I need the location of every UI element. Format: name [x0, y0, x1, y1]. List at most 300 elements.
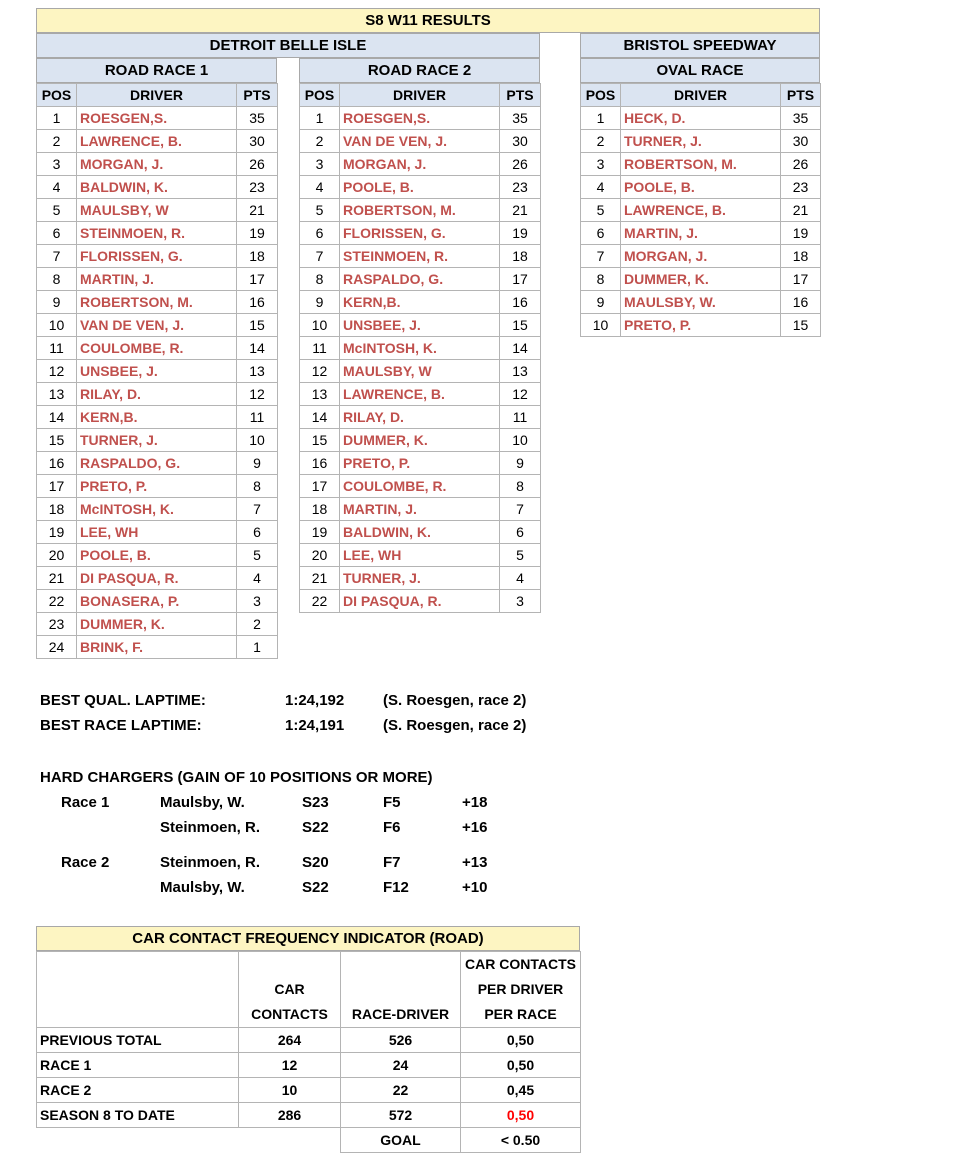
- result-pts: 4: [500, 567, 541, 590]
- result-driver: ROESGEN,S.: [340, 107, 500, 130]
- result-driver: LAWRENCE, B.: [77, 130, 237, 153]
- result-pos: 9: [300, 291, 340, 314]
- contact-row-label: RACE 1: [37, 1053, 239, 1078]
- result-pos: 13: [37, 383, 77, 406]
- result-pos: 7: [300, 245, 340, 268]
- result-pos: 12: [300, 360, 340, 383]
- col-header-pos: POS: [581, 84, 621, 107]
- result-row: [37, 337, 278, 360]
- result-row: [300, 360, 541, 383]
- results-table-road2: [299, 83, 541, 613]
- contact-row-race-driver: 526: [341, 1028, 461, 1053]
- result-driver: POOLE, B.: [340, 176, 500, 199]
- contact-row-per-race: 0,50: [461, 1053, 581, 1078]
- result-driver: VAN DE VEN, J.: [340, 130, 500, 153]
- hc-race: Race 2: [61, 854, 110, 871]
- result-row: [581, 199, 821, 222]
- result-driver: HECK, D.: [621, 107, 781, 130]
- result-pts: 19: [781, 222, 821, 245]
- hc-gain: +16: [462, 819, 488, 836]
- result-pos: 5: [37, 199, 77, 222]
- result-pos: 2: [37, 130, 77, 153]
- result-row: [37, 222, 278, 245]
- result-driver: MARTIN, J.: [77, 268, 237, 291]
- result-pts: 21: [781, 199, 821, 222]
- result-pos: 18: [300, 498, 340, 521]
- result-row: [37, 567, 278, 590]
- result-driver: FLORISSEN, G.: [340, 222, 500, 245]
- result-pts: 26: [781, 153, 821, 176]
- result-pos: 6: [37, 222, 77, 245]
- result-pts: 8: [500, 475, 541, 498]
- contact-row-contacts: 286: [239, 1103, 341, 1128]
- contact-row-race-driver: 572: [341, 1103, 461, 1128]
- contact-header-car-line1: CAR: [274, 981, 305, 997]
- contact-row-race-driver: 22: [341, 1078, 461, 1103]
- contact-header-car: [239, 952, 341, 1028]
- result-driver: ROBERTSON, M.: [77, 291, 237, 314]
- result-row: [581, 268, 821, 291]
- result-pts: 21: [500, 199, 541, 222]
- result-pts: 17: [237, 268, 278, 291]
- result-row: [37, 406, 278, 429]
- result-driver: RASPALDO, G.: [77, 452, 237, 475]
- result-row: [37, 383, 278, 406]
- result-pts: 1: [237, 636, 278, 659]
- col-header-driver: DRIVER: [77, 84, 237, 107]
- result-pts: 16: [237, 291, 278, 314]
- result-pos: 4: [300, 176, 340, 199]
- result-pts: 6: [500, 521, 541, 544]
- race-header-road2: ROAD RACE 2: [299, 58, 540, 83]
- result-row: [300, 567, 541, 590]
- result-pos: 2: [300, 130, 340, 153]
- result-pts: 9: [237, 452, 278, 475]
- result-pos: 9: [37, 291, 77, 314]
- hc-finish: F6: [383, 819, 401, 836]
- contact-header-per-race: [461, 952, 581, 1028]
- result-row: [37, 245, 278, 268]
- result-pts: 16: [781, 291, 821, 314]
- result-driver: BRINK, F.: [77, 636, 237, 659]
- hc-start: S23: [302, 794, 329, 811]
- result-row: [581, 153, 821, 176]
- result-driver: LAWRENCE, B.: [621, 199, 781, 222]
- contact-row-contacts: 12: [239, 1053, 341, 1078]
- result-pts: 11: [237, 406, 278, 429]
- contact-header-race-driver: RACE-DRIVER: [341, 952, 461, 1028]
- race-header-road1: ROAD RACE 1: [36, 58, 277, 83]
- result-driver: FLORISSEN, G.: [77, 245, 237, 268]
- result-pts: 26: [237, 153, 278, 176]
- result-driver: UNSBEE, J.: [77, 360, 237, 383]
- hc-race: Race 1: [61, 794, 110, 811]
- result-pos: 23: [37, 613, 77, 636]
- result-pos: 15: [300, 429, 340, 452]
- result-pts: 18: [781, 245, 821, 268]
- result-pos: 13: [300, 383, 340, 406]
- result-pts: 26: [500, 153, 541, 176]
- result-pos: 3: [300, 153, 340, 176]
- result-row: [37, 521, 278, 544]
- result-pos: 4: [581, 176, 621, 199]
- result-pts: 35: [237, 107, 278, 130]
- result-driver: MARTIN, J.: [340, 498, 500, 521]
- hc-gain: +10: [462, 879, 488, 896]
- result-pts: 14: [237, 337, 278, 360]
- result-pts: 9: [500, 452, 541, 475]
- result-driver: ROBERTSON, M.: [621, 153, 781, 176]
- result-driver: DUMMER, K.: [340, 429, 500, 452]
- contact-row-goal: [37, 1128, 581, 1153]
- track-header-detroit: DETROIT BELLE ISLE: [36, 33, 540, 58]
- result-row: [581, 291, 821, 314]
- hc-finish: F12: [383, 879, 409, 896]
- result-pts: 16: [500, 291, 541, 314]
- contact-table: [36, 951, 581, 1153]
- result-pts: 21: [237, 199, 278, 222]
- result-driver: TURNER, J.: [340, 567, 500, 590]
- result-pos: 16: [300, 452, 340, 475]
- result-row: [300, 590, 541, 613]
- result-pos: 10: [581, 314, 621, 337]
- col-header-pts: PTS: [237, 84, 278, 107]
- result-pos: 6: [300, 222, 340, 245]
- contact-row-label: RACE 2: [37, 1078, 239, 1103]
- result-pts: 12: [237, 383, 278, 406]
- hc-start: S20: [302, 854, 329, 871]
- contact-header-per-line2: PER DRIVER: [477, 981, 564, 997]
- result-driver: TURNER, J.: [621, 130, 781, 153]
- result-row: [37, 544, 278, 567]
- contact-row-race2: [37, 1078, 581, 1103]
- result-row: [37, 107, 278, 130]
- result-pos: 2: [581, 130, 621, 153]
- result-pts: 13: [237, 360, 278, 383]
- result-pos: 19: [37, 521, 77, 544]
- result-pts: 7: [500, 498, 541, 521]
- result-row: [300, 153, 541, 176]
- result-pos: 11: [37, 337, 77, 360]
- contact-header-empty: [37, 952, 239, 1028]
- result-pos: 20: [37, 544, 77, 567]
- hard-chargers-heading: HARD CHARGERS (GAIN OF 10 POSITIONS OR MORE): [40, 769, 433, 786]
- result-pos: 5: [581, 199, 621, 222]
- result-row: [37, 268, 278, 291]
- col-header-driver: DRIVER: [621, 84, 781, 107]
- result-row: [300, 406, 541, 429]
- result-pos: 8: [581, 268, 621, 291]
- result-pos: 17: [37, 475, 77, 498]
- result-pts: 23: [781, 176, 821, 199]
- col-header-pts: PTS: [500, 84, 541, 107]
- result-pos: 6: [581, 222, 621, 245]
- result-pts: 30: [500, 130, 541, 153]
- result-pos: 1: [581, 107, 621, 130]
- contact-row-contacts: 10: [239, 1078, 341, 1103]
- result-pos: 5: [300, 199, 340, 222]
- result-pts: 12: [500, 383, 541, 406]
- result-pts: 3: [500, 590, 541, 613]
- best-race-time: 1:24,191: [285, 717, 345, 734]
- result-driver: BONASERA, P.: [77, 590, 237, 613]
- goal-spacer: [37, 1128, 239, 1153]
- result-row: [300, 130, 541, 153]
- best-qual-note: (S. Roesgen, race 2): [383, 692, 527, 709]
- result-pos: 4: [37, 176, 77, 199]
- contact-row-race-driver: 24: [341, 1053, 461, 1078]
- result-pts: 10: [500, 429, 541, 452]
- result-pts: 17: [500, 268, 541, 291]
- result-pts: 2: [237, 613, 278, 636]
- result-pos: 14: [37, 406, 77, 429]
- hc-driver: Maulsby, W.: [160, 879, 245, 896]
- contact-row-per-race: 0,45: [461, 1078, 581, 1103]
- result-pts: 13: [500, 360, 541, 383]
- contact-row-label: PREVIOUS TOTAL: [37, 1028, 239, 1053]
- result-pos: 22: [300, 590, 340, 613]
- result-row: [37, 199, 278, 222]
- result-pos: 1: [300, 107, 340, 130]
- result-row: [37, 636, 278, 659]
- hc-finish: F5: [383, 794, 401, 811]
- result-row: [37, 360, 278, 383]
- result-pts: 5: [237, 544, 278, 567]
- results-table-oval: [580, 83, 821, 337]
- result-pos: 16: [37, 452, 77, 475]
- result-driver: COULOMBE, R.: [340, 475, 500, 498]
- result-driver: DI PASQUA, R.: [340, 590, 500, 613]
- result-pos: 3: [581, 153, 621, 176]
- hc-driver: Maulsby, W.: [160, 794, 245, 811]
- result-driver: PRETO, P.: [621, 314, 781, 337]
- col-header-driver: DRIVER: [340, 84, 500, 107]
- result-driver: RASPALDO, G.: [340, 268, 500, 291]
- result-driver: POOLE, B.: [77, 544, 237, 567]
- result-driver: McINTOSH, K.: [340, 337, 500, 360]
- result-driver: STEINMOEN, R.: [340, 245, 500, 268]
- result-driver: RILAY, D.: [77, 383, 237, 406]
- result-pts: 35: [500, 107, 541, 130]
- result-pos: 10: [37, 314, 77, 337]
- result-row: [300, 337, 541, 360]
- result-row: [300, 314, 541, 337]
- best-qual-time: 1:24,192: [285, 692, 345, 709]
- result-pts: 7: [237, 498, 278, 521]
- result-pos: 21: [300, 567, 340, 590]
- result-row: [37, 475, 278, 498]
- result-pos: 24: [37, 636, 77, 659]
- result-pts: 35: [781, 107, 821, 130]
- result-pts: 18: [500, 245, 541, 268]
- result-row: [581, 314, 821, 337]
- result-pts: 3: [237, 590, 278, 613]
- result-driver: DUMMER, K.: [77, 613, 237, 636]
- result-row: [581, 222, 821, 245]
- result-row: [300, 268, 541, 291]
- goal-spacer: [239, 1128, 341, 1153]
- result-pos: 7: [581, 245, 621, 268]
- result-pos: 22: [37, 590, 77, 613]
- result-pts: 23: [500, 176, 541, 199]
- result-pos: 20: [300, 544, 340, 567]
- result-driver: ROESGEN,S.: [77, 107, 237, 130]
- result-row: [300, 383, 541, 406]
- result-row: [300, 429, 541, 452]
- result-driver: MAULSBY, W: [77, 199, 237, 222]
- contact-row-per-race: 0,50: [461, 1028, 581, 1053]
- result-row: [300, 107, 541, 130]
- result-row: [581, 130, 821, 153]
- result-pos: 3: [37, 153, 77, 176]
- result-driver: RILAY, D.: [340, 406, 500, 429]
- result-driver: MORGAN, J.: [77, 153, 237, 176]
- goal-value: < 0.50: [461, 1128, 581, 1153]
- result-driver: POOLE, B.: [621, 176, 781, 199]
- contact-row-previous: [37, 1028, 581, 1053]
- result-pos: 14: [300, 406, 340, 429]
- result-pos: 10: [300, 314, 340, 337]
- result-driver: COULOMBE, R.: [77, 337, 237, 360]
- result-driver: McINTOSH, K.: [77, 498, 237, 521]
- contact-header-per-line1: CAR CONTACTS: [465, 956, 576, 972]
- result-driver: ROBERTSON, M.: [340, 199, 500, 222]
- result-pts: 18: [237, 245, 278, 268]
- result-row: [37, 429, 278, 452]
- result-pos: 11: [300, 337, 340, 360]
- contact-row-label: SEASON 8 TO DATE: [37, 1103, 239, 1128]
- result-row: [300, 452, 541, 475]
- contact-table-title: CAR CONTACT FREQUENCY INDICATOR (ROAD): [36, 926, 580, 951]
- result-pts: 19: [500, 222, 541, 245]
- result-row: [300, 475, 541, 498]
- result-pts: 11: [500, 406, 541, 429]
- result-pts: 15: [237, 314, 278, 337]
- results-table-road1: [36, 83, 278, 659]
- result-pos: 1: [37, 107, 77, 130]
- contact-header-car-line2: CONTACTS: [251, 1006, 328, 1022]
- result-pts: 10: [237, 429, 278, 452]
- col-header-pos: POS: [300, 84, 340, 107]
- result-driver: VAN DE VEN, J.: [77, 314, 237, 337]
- result-row: [37, 153, 278, 176]
- result-row: [37, 130, 278, 153]
- track-header-bristol: BRISTOL SPEEDWAY: [580, 33, 820, 58]
- result-driver: BALDWIN, K.: [77, 176, 237, 199]
- result-driver: BALDWIN, K.: [340, 521, 500, 544]
- result-driver: PRETO, P.: [77, 475, 237, 498]
- result-row: [37, 613, 278, 636]
- result-driver: KERN,B.: [77, 406, 237, 429]
- result-row: [37, 452, 278, 475]
- col-header-pts: PTS: [781, 84, 821, 107]
- result-pts: 19: [237, 222, 278, 245]
- result-pts: 30: [237, 130, 278, 153]
- result-row: [37, 498, 278, 521]
- result-row: [37, 314, 278, 337]
- hc-start: S22: [302, 879, 329, 896]
- result-row: [300, 498, 541, 521]
- contact-header-per-line3: PER RACE: [484, 1006, 557, 1022]
- result-row: [581, 176, 821, 199]
- result-pts: 17: [781, 268, 821, 291]
- result-pts: 14: [500, 337, 541, 360]
- result-pts: 5: [500, 544, 541, 567]
- result-pos: 9: [581, 291, 621, 314]
- contact-row-season: [37, 1103, 581, 1128]
- result-pos: 21: [37, 567, 77, 590]
- results-title: S8 W11 RESULTS: [36, 8, 820, 33]
- result-pos: 7: [37, 245, 77, 268]
- best-qual-label: BEST QUAL. LAPTIME:: [40, 692, 206, 709]
- result-driver: MAULSBY, W.: [621, 291, 781, 314]
- best-race-label: BEST RACE LAPTIME:: [40, 717, 202, 734]
- result-row: [581, 107, 821, 130]
- result-pos: 8: [37, 268, 77, 291]
- hc-driver: Steinmoen, R.: [160, 819, 261, 836]
- best-race-note: (S. Roesgen, race 2): [383, 717, 527, 734]
- contact-row-race1: [37, 1053, 581, 1078]
- hc-driver: Steinmoen, R.: [160, 854, 261, 871]
- result-driver: MAULSBY, W: [340, 360, 500, 383]
- result-pos: 18: [37, 498, 77, 521]
- result-pts: 23: [237, 176, 278, 199]
- result-row: [300, 199, 541, 222]
- result-driver: LEE, WH: [77, 521, 237, 544]
- goal-label: GOAL: [341, 1128, 461, 1153]
- result-driver: DI PASQUA, R.: [77, 567, 237, 590]
- result-driver: KERN,B.: [340, 291, 500, 314]
- result-row: [300, 291, 541, 314]
- result-row: [37, 176, 278, 199]
- result-driver: PRETO, P.: [340, 452, 500, 475]
- result-pts: 30: [781, 130, 821, 153]
- result-driver: TURNER, J.: [77, 429, 237, 452]
- result-driver: MORGAN, J.: [340, 153, 500, 176]
- result-pts: 8: [237, 475, 278, 498]
- result-driver: UNSBEE, J.: [340, 314, 500, 337]
- race-header-oval: OVAL RACE: [580, 58, 820, 83]
- result-row: [300, 521, 541, 544]
- contact-row-contacts: 264: [239, 1028, 341, 1053]
- result-pos: 12: [37, 360, 77, 383]
- result-pos: 8: [300, 268, 340, 291]
- hc-gain: +13: [462, 854, 488, 871]
- contact-row-per-race-highlight: 0,50: [461, 1103, 581, 1128]
- col-header-pos: POS: [37, 84, 77, 107]
- result-driver: MORGAN, J.: [621, 245, 781, 268]
- result-row: [37, 291, 278, 314]
- result-row: [300, 222, 541, 245]
- result-pts: 15: [500, 314, 541, 337]
- result-row: [300, 245, 541, 268]
- hc-gain: +18: [462, 794, 488, 811]
- result-driver: STEINMOEN, R.: [77, 222, 237, 245]
- result-driver: LAWRENCE, B.: [340, 383, 500, 406]
- result-pos: 19: [300, 521, 340, 544]
- result-pts: 6: [237, 521, 278, 544]
- hc-finish: F7: [383, 854, 401, 871]
- result-driver: LEE, WH: [340, 544, 500, 567]
- result-row: [300, 176, 541, 199]
- result-driver: DUMMER, K.: [621, 268, 781, 291]
- result-row: [37, 590, 278, 613]
- hc-start: S22: [302, 819, 329, 836]
- result-pos: 17: [300, 475, 340, 498]
- result-row: [300, 544, 541, 567]
- result-pos: 15: [37, 429, 77, 452]
- result-driver: MARTIN, J.: [621, 222, 781, 245]
